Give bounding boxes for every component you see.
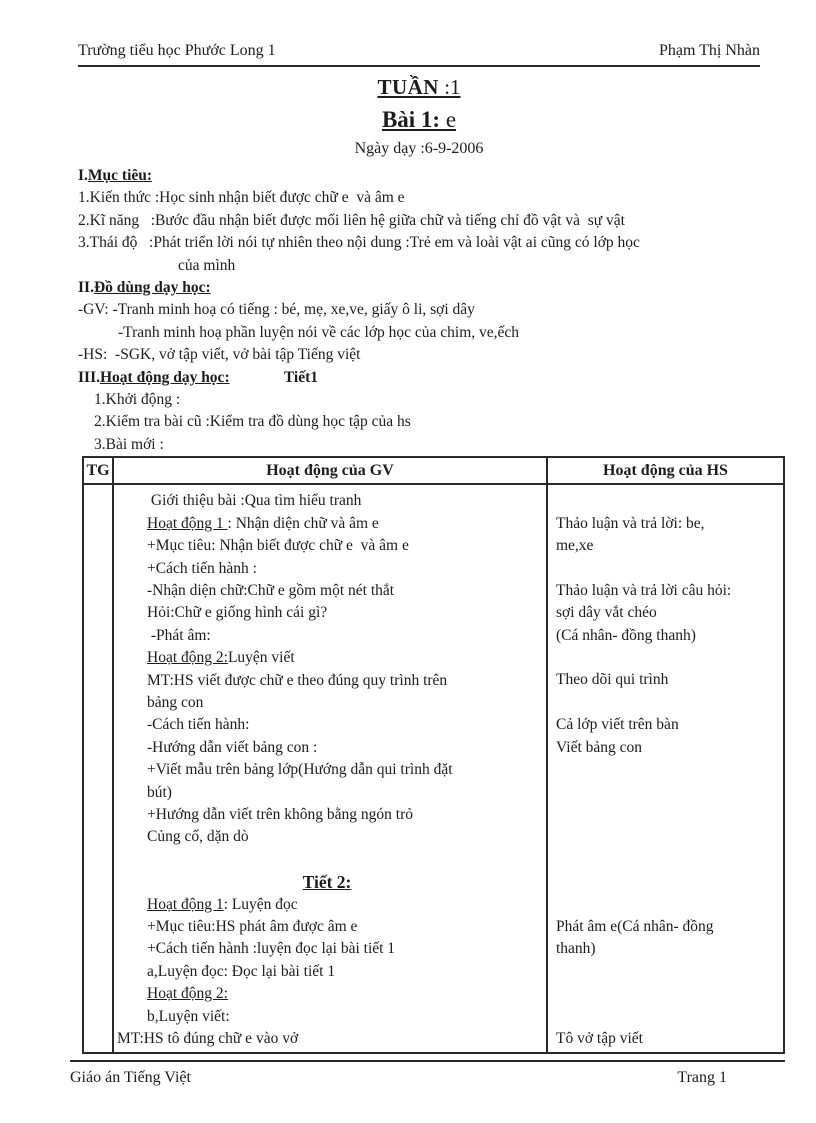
text-segment: +Cách tiến hành :luyện đọc lại bài tiết 1 — [147, 940, 396, 958]
text-segment: -Hướng dẫn viết bảng con : — [147, 738, 318, 756]
gv-line — [114, 983, 546, 1005]
title-week — [78, 71, 760, 103]
body-line — [78, 344, 760, 366]
text-segment: Thảo luận và trả lời: be, — [556, 514, 705, 532]
hs-line — [548, 513, 783, 535]
hs-line — [548, 580, 783, 602]
gv-line — [114, 737, 546, 759]
text-segment: bảng con — [147, 693, 204, 711]
body-line — [78, 434, 760, 456]
body-line — [78, 299, 760, 321]
table-header-hs: Hoạt động của HS — [548, 458, 783, 485]
gv-line — [114, 938, 546, 960]
gv-line — [114, 961, 546, 983]
title-week-main: TUẦN — [377, 75, 439, 99]
text-segment: +Hướng dẫn viết trên không bằng ngón trỏ — [147, 805, 413, 823]
gv-line — [114, 558, 546, 580]
hs-line — [548, 893, 783, 915]
gv-line — [114, 849, 546, 871]
text-segment: Giới thiệu bài :Qua tìm hiểu tranh — [147, 492, 362, 510]
text-segment: thanh) — [556, 940, 596, 958]
hs-line — [548, 804, 783, 826]
text-segment: Tiết1 — [283, 368, 319, 386]
hs-line — [548, 781, 783, 803]
title-lesson — [78, 103, 760, 137]
text-segment: Hoạt động 1 — [147, 514, 228, 532]
text-segment: -GV: -Tranh minh hoạ có tiếng : bé, mẹ, xe,ve, giấy ô li, sợi dây — [78, 301, 475, 319]
table-column-gv — [114, 485, 548, 1052]
gv-line — [114, 535, 546, 557]
header-school: Trường tiểu học Phước Long 1 — [78, 42, 276, 59]
text-segment — [230, 369, 284, 386]
gv-line — [114, 871, 546, 893]
title-block — [78, 71, 760, 161]
hs-line — [548, 759, 783, 781]
table-column-tg — [84, 485, 114, 1052]
gv-line — [114, 894, 546, 916]
body-line — [78, 322, 760, 344]
text-segment: (Cá nhân- đồng thanh) — [556, 626, 696, 644]
text-segment: Phát âm e(Cá nhân- đồng — [556, 917, 714, 935]
hs-line — [548, 983, 783, 1005]
text-segment: -Cách tiến hành: — [147, 716, 250, 734]
text-segment: Hoạt động 2: — [147, 985, 228, 1003]
gv-line — [114, 759, 546, 781]
activity-table — [82, 456, 785, 1054]
body-text — [78, 165, 760, 456]
text-segment: 3.Thái độ :Phát triển lời nói tự nhiên theo nội dung :Trẻ em và loài vật ai cũng có lớp học — [78, 234, 640, 252]
gv-line — [114, 804, 546, 826]
gv-line — [114, 782, 546, 804]
hs-line — [548, 557, 783, 579]
text-segment: Tô vở tập viết — [556, 1029, 643, 1047]
title-week-number: :1 — [438, 75, 461, 99]
body-line — [78, 210, 760, 232]
hs-line — [548, 602, 783, 624]
text-segment: bút) — [147, 783, 172, 801]
hs-line — [548, 871, 783, 893]
text-segment: MT:HS viết được chữ e theo đúng quy trình trên — [147, 671, 448, 689]
text-segment: +Mục tiêu:HS phát âm được âm e — [147, 918, 358, 935]
gv-line — [114, 625, 546, 647]
text-segment: +Viết mẫu trên bảng lớp(Hướng dẫn qui trình đặt — [147, 761, 453, 779]
footer-page-number: Trang 1 — [677, 1069, 727, 1086]
hs-line — [548, 490, 783, 512]
text-segment: sợi dây vắt chéo — [556, 604, 657, 622]
gv-line — [114, 1028, 546, 1050]
text-segment: +Cách tiến hành : — [147, 559, 257, 577]
hs-line — [548, 961, 783, 983]
text-segment: MT:HS tô đúng chữ e vào vở — [117, 1030, 299, 1048]
text-segment: I. — [78, 167, 88, 184]
gv-line — [114, 490, 546, 512]
title-date: Ngày dạy :6-9-2006 — [354, 140, 484, 157]
hs-line — [548, 1028, 783, 1050]
body-line — [78, 255, 760, 277]
table-column-hs — [548, 485, 783, 1052]
hs-line — [548, 938, 783, 960]
body-line — [78, 232, 760, 254]
text-segment: 2.Kĩ năng :Bước đầu nhận biết được mối liên hệ giữa chữ và tiếng chỉ đồ vật và sự vật — [78, 211, 625, 229]
text-segment: -Nhận diện chữ:Chữ e gồm một nét thắt — [147, 581, 395, 599]
text-segment: Hoạt động 2: — [147, 649, 228, 667]
text-segment: -HS: -SGK, vở tập viết, vở bài tập Tiếng việt — [78, 346, 361, 364]
body-line — [78, 165, 760, 187]
gv-line — [114, 602, 546, 624]
hs-line — [548, 647, 783, 669]
body-line — [78, 187, 760, 209]
text-segment: me,xe — [556, 537, 594, 555]
title-lesson-label: Bài 1: — [381, 107, 441, 132]
text-segment: Mục tiêu: — [87, 167, 153, 184]
text-segment: Đồ dùng dạy học: — [93, 279, 211, 297]
text-segment: 1.Khởi động : — [94, 391, 181, 409]
text-segment: : Luyện đọc — [223, 895, 298, 913]
body-line — [78, 277, 760, 299]
text-segment: Thảo luận và trả lời câu hỏi: — [556, 581, 732, 599]
hs-line — [548, 1005, 783, 1027]
text-segment: II. — [78, 279, 94, 297]
hs-line — [548, 737, 783, 759]
gv-line — [114, 647, 546, 669]
title-lesson-letter: e — [440, 107, 457, 132]
text-segment: Luyện viết — [227, 649, 295, 667]
text-segment: Cả lớp viết trên bàn — [556, 716, 679, 734]
text-segment: III. — [78, 368, 100, 386]
gv-line — [114, 916, 546, 938]
text-segment: Củng cố, dặn dò — [147, 828, 249, 846]
footer-document-title: Giáo án Tiếng Việt — [70, 1069, 191, 1086]
text-segment: Theo dõi qui trình — [556, 671, 669, 689]
hs-line — [548, 692, 783, 714]
hs-line — [548, 535, 783, 557]
table-header-gv: Hoạt động của GV — [114, 458, 548, 485]
gv-line — [114, 692, 546, 714]
body-line — [78, 367, 760, 389]
header-teacher: Phạm Thị Nhàn — [658, 42, 760, 59]
body-line — [78, 411, 760, 433]
gv-line — [114, 826, 546, 848]
text-segment: Hỏi:Chữ e giống hình cái gì? — [147, 604, 328, 622]
body-line — [78, 389, 760, 411]
gv-line — [114, 1006, 546, 1028]
text-segment: 2.Kiểm tra bài cũ :Kiểm tra đồ dùng học tập của hs — [94, 413, 411, 431]
gv-line — [114, 580, 546, 602]
gv-line — [114, 670, 546, 692]
hs-line — [548, 849, 783, 871]
text-segment: Viết bảng con — [556, 738, 643, 756]
text-segment: -Tranh minh hoạ phần luyện nói về các lớp học của chim, ve,ếch — [118, 323, 520, 341]
hs-line — [548, 714, 783, 736]
gv-line — [114, 714, 546, 736]
text-segment: Hoạt động dạy học: — [99, 368, 230, 386]
text-segment: -Phát âm: — [147, 626, 211, 644]
hs-line — [548, 916, 783, 938]
text-segment: b,Luyện viết: — [147, 1007, 230, 1025]
hs-line — [548, 669, 783, 691]
text-segment: Tiết 2: — [302, 872, 352, 893]
table-header-tg: TG — [84, 458, 114, 485]
text-segment: của mình — [178, 256, 236, 274]
text-segment: 1.Kiến thức :Học sinh nhận biết được chữ e và âm e — [78, 189, 405, 207]
hs-line — [548, 625, 783, 647]
text-segment: 3.Bài mới : — [94, 435, 164, 453]
page-header — [78, 42, 760, 67]
gv-line — [114, 513, 546, 535]
text-segment: Hoạt động 1 — [147, 895, 224, 913]
hs-line — [548, 826, 783, 848]
page-footer — [70, 1060, 785, 1087]
text-segment: a,Luyện đọc: Đọc lại bài tiết 1 — [147, 962, 336, 980]
text-segment: : Nhận diện chữ và âm e — [227, 514, 379, 532]
text-segment: +Mục tiêu: Nhận biết được chữ e và âm e — [147, 537, 409, 555]
